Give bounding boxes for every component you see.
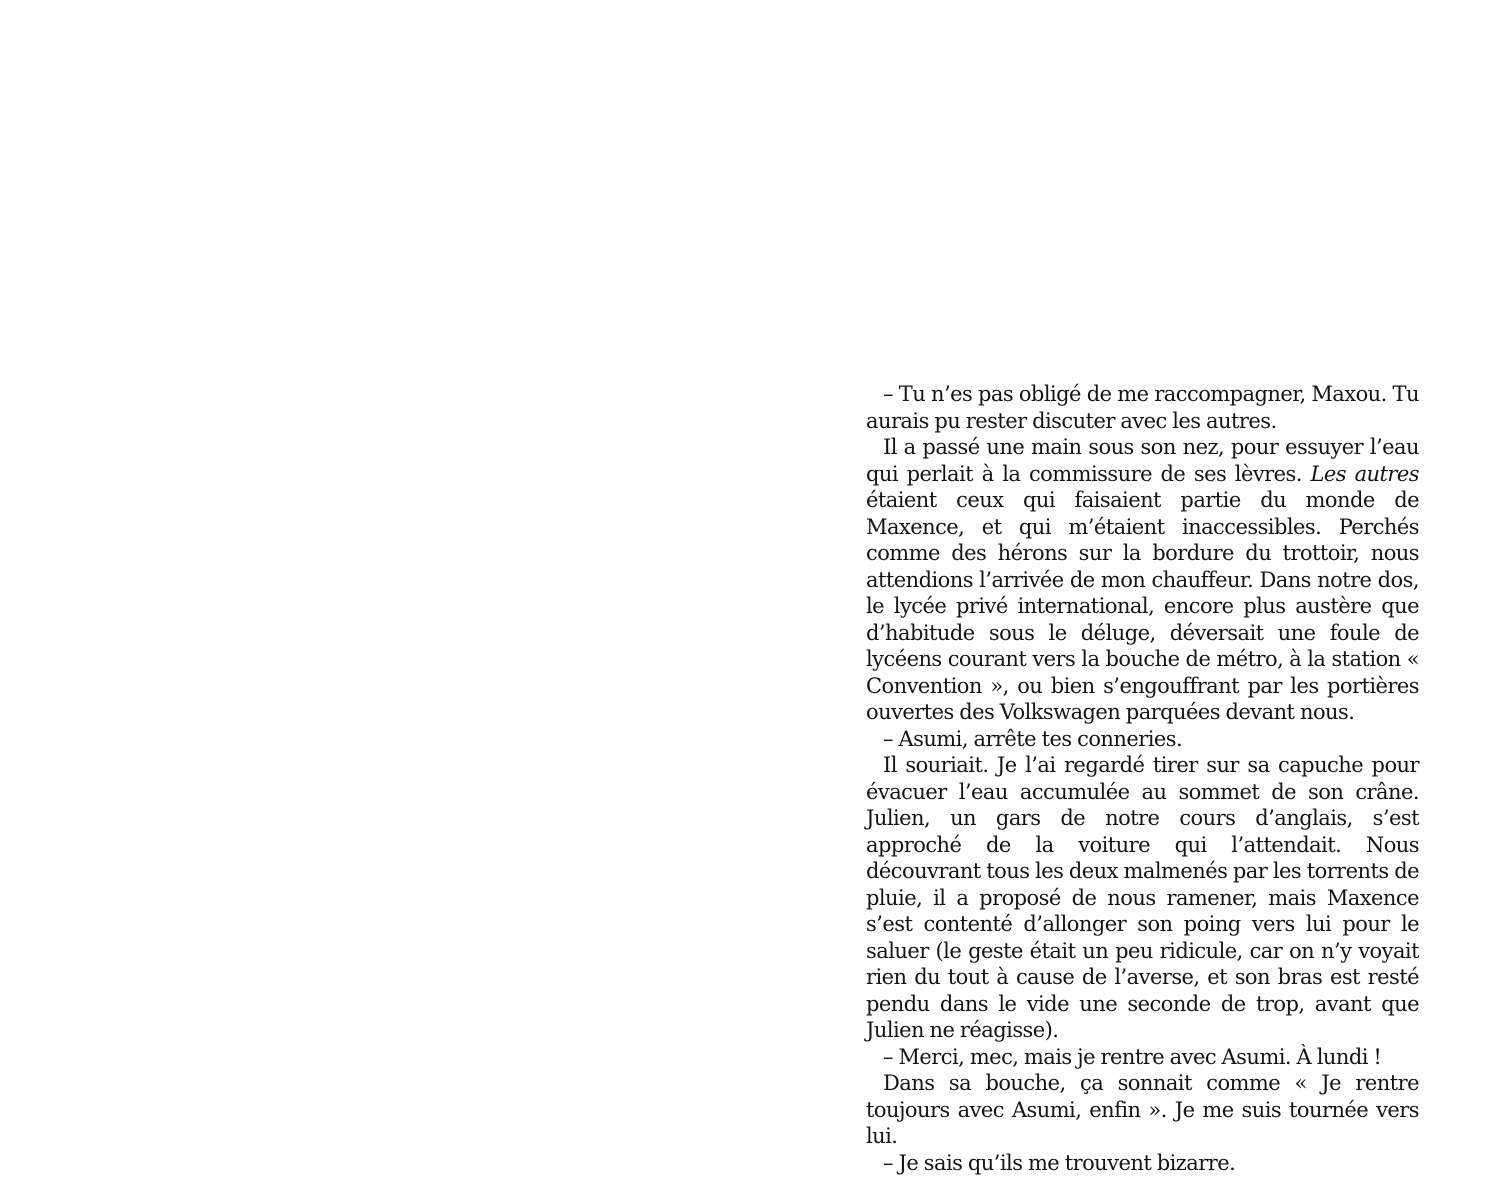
- paragraph-narration-3: Dans sa bouche, ça sonnait comme « Je rentre toujours avec Asumi, enfin ». Je me suis tournée vers lui.: [866, 1071, 1419, 1148]
- paragraph-dialogue-3: – Merci, mec, mais je rentre avec Asumi. À lundi !: [883, 1044, 1382, 1069]
- right-page: [753, 0, 1507, 1200]
- paragraph-dialogue-4: – Je sais qu’ils me trouvent bizarre.: [883, 1150, 1236, 1175]
- paragraph-narration-1-after: étaient ceux qui faisaient partie du monde de Maxence, et qui m’étaient inaccessibles. Perchés comme des hérons sur la bordure du trottoir, nous attendions l’arrivée de mon chauffeur. Dans notre dos, le lycée privé international, encore plus austère que d’habitude sous le déluge, déversait une foule de lycéens courant vers la bouche de métro, à la station « Convention », ou bien s’engouffrant par les portières ouvertes des Volkswagen parquées devant nous.: [866, 488, 1419, 724]
- paragraph-narration-2: Il souriait. Je l’ai regardé tirer sur sa capuche pour évacuer l’eau accumulée au sommet de son crâne. Julien, un gars de notre cours d’anglais, s’est approché de la voiture qui l’attendait. Nous découvrant tous les deux malmenés par les torrents de pluie, il a proposé de nous ramener, mais Maxence s’est contenté d’allonger son poing vers lui pour le saluer (le geste était un peu ridicule, car on n’y voyait rien du tout à cause de l’averse, et son bras est resté pendu dans le vide une seconde de trop, avant que Julien ne réagisse).: [866, 753, 1419, 1042]
- paragraph-narration-1: [866, 434, 1419, 726]
- left-page-blank: [0, 0, 753, 1200]
- body-text: [866, 381, 1419, 1176]
- paragraph-dialogue-1: – Tu n’es pas obligé de me raccompagner, Maxou. Tu aurais pu rester discuter avec les autres.: [866, 382, 1419, 433]
- paragraph-dialogue-2: – Asumi, arrête tes conneries.: [883, 726, 1183, 751]
- paragraph-narration-1-before: Il a passé une main sous son nez, pour essuyer l’eau qui perlait à la commissure de ses lèvres.: [866, 435, 1419, 486]
- italic-phrase-les-autres: Les autres: [1310, 461, 1420, 486]
